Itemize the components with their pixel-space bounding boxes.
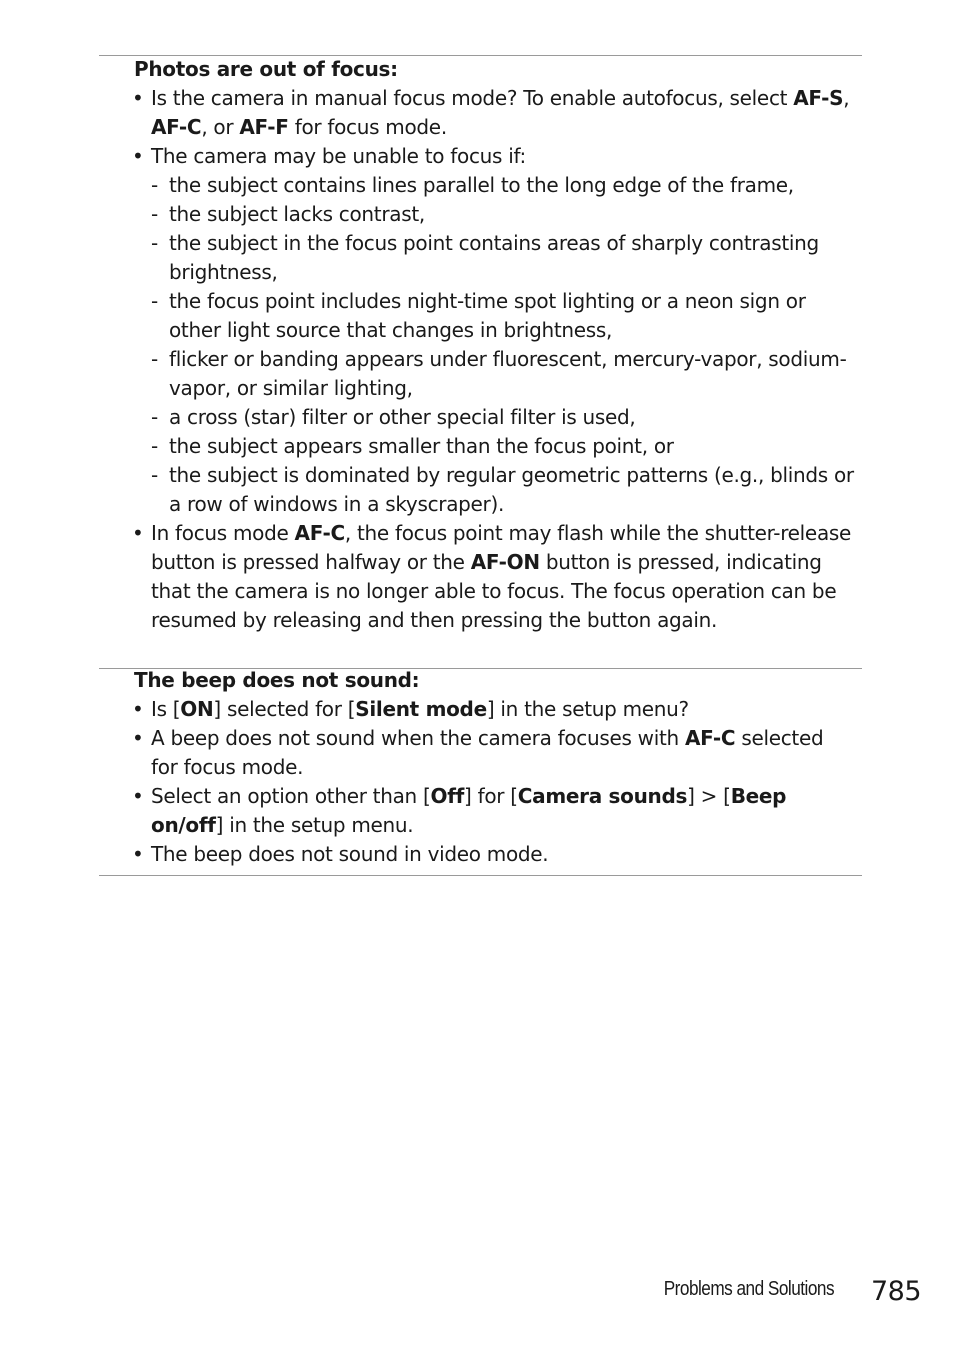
footer-section-label: Problems and Solutions — [663, 1278, 834, 1300]
dash-item: - the focus point includes night-time spot lighting or a neon sign or other light source that changes in brightness, — [151, 287, 854, 345]
dash-list — [151, 171, 854, 519]
dash-item: - the subject is dominated by regular geometric patterns (e.g., blinds or a row of windows in a skyscraper). — [151, 461, 854, 519]
bullet-item: • Is the camera in manual focus mode? To enable autofocus, select AF-S, AF-C, or AF-F for focus mode. — [99, 84, 862, 142]
dash-item: - a cross (star) filter or other special filter is used, — [151, 403, 854, 432]
dash-item: - the subject contains lines parallel to the long edge of the frame, — [151, 171, 854, 200]
bullet-list — [99, 695, 862, 869]
dash-item: - flicker or banding appears under fluorescent, mercury-vapor, sodium-vapor, or similar lighting, — [151, 345, 854, 403]
bullet-list — [99, 84, 862, 635]
bullet-item: • The camera may be unable to focus if: - the subject contains lines parallel to the long edge of the frame, - the subject lacks contrast, - the subject in the focus point contains areas of sharply contrasting brightness, - the focus point includes night-time spot lighting or a neon sign or other light source that changes in brightness, - flicker or banding appears under fluorescent, mercury-vapor, sodium-vapor, or similar lighting, - a cross (star) filter or other special filter is used, - the subject appears smaller than the focus point, or - the subject is dominated by regular geometric patterns (e.g., blinds or a row of windows in a skyscraper). — [99, 142, 862, 519]
section-title: Photos are out of focus: — [134, 57, 398, 81]
bottom-rule — [99, 875, 862, 876]
bullet-item: • Is [ON] selected for [Silent mode] in the setup menu? — [99, 695, 862, 724]
dash-item: - the subject appears smaller than the focus point, or — [151, 432, 854, 461]
page-number: 785 — [871, 1276, 922, 1307]
section-out-of-focus — [99, 55, 862, 635]
section-title: The beep does not sound: — [134, 668, 420, 692]
dash-item: - the subject in the focus point contains areas of sharply contrasting brightness, — [151, 229, 854, 287]
bullet-item: • A beep does not sound when the camera focuses with AF-C selected for focus mode. — [99, 724, 862, 782]
bullet-item: • In focus mode AF-C, the focus point may flash while the shutter-release button is pressed halfway or the AF-ON button is pressed, indicating that the camera is no longer able to focus. The focus operation can be resumed by releasing and then pressing the button again. — [99, 519, 862, 635]
dash-item: - the subject lacks contrast, — [151, 200, 854, 229]
section-beep — [99, 666, 862, 869]
bullet-item: • Select an option other than [Off] for [Camera sounds] > [Beep on/off] in the setup menu. — [99, 782, 862, 840]
bullet-item: • The beep does not sound in video mode. — [99, 840, 862, 869]
